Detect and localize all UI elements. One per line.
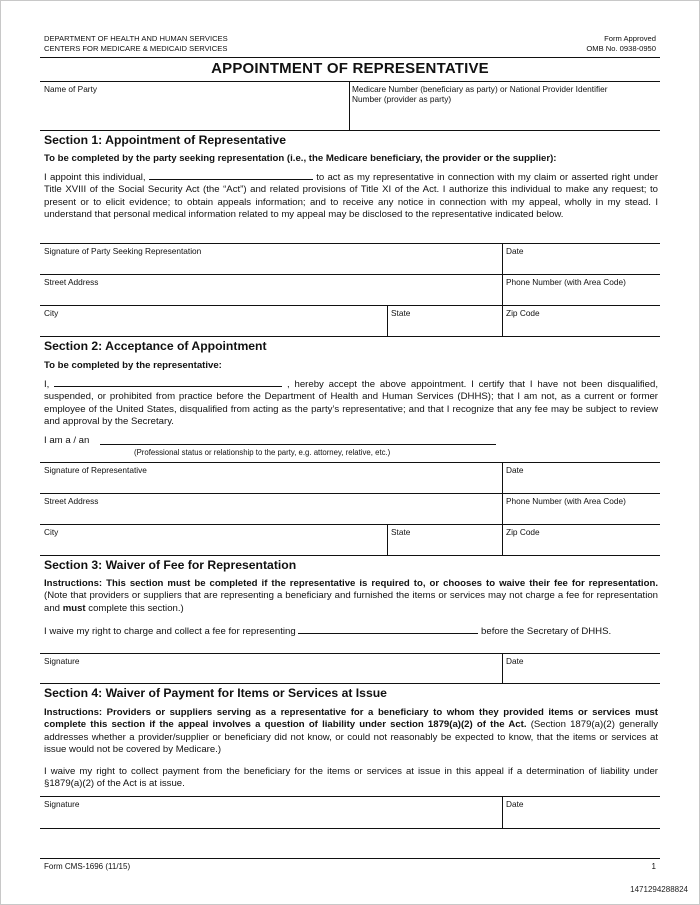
section1-heading: Section 1: Appointment of Representative — [44, 133, 286, 147]
s2-state-label: State — [391, 527, 411, 537]
agency-header — [44, 34, 228, 54]
form-title: APPOINTMENT OF REPRESENTATIVE — [211, 60, 489, 77]
s1-state-label: State — [391, 308, 411, 318]
s1-city-rule — [40, 305, 660, 306]
s4-signature-rule — [40, 796, 660, 797]
s4-signature-label: Signature — [44, 799, 80, 809]
section2-instruction: To be completed by the representative: — [44, 360, 222, 371]
section2-paragraph — [44, 377, 658, 429]
s2-date-field[interactable] — [506, 476, 656, 492]
representative-name-blank[interactable] — [149, 170, 313, 180]
s1-signature-rule — [40, 243, 660, 244]
s4-signature-field[interactable] — [44, 810, 498, 826]
agency-line-1: DEPARTMENT OF HEALTH AND HUMAN SERVICES — [44, 34, 228, 43]
s3-date-label: Date — [506, 656, 524, 666]
form-id: Form CMS-1696 (11/15) — [44, 862, 131, 871]
s2-city-rule — [40, 524, 660, 525]
s1-right-divider — [502, 243, 503, 336]
represented-party-blank[interactable] — [298, 624, 478, 634]
section1-top-rule — [40, 130, 660, 131]
s1-zip-label: Zip Code — [506, 308, 540, 318]
s4-date-field[interactable] — [506, 810, 656, 826]
s2-state-field[interactable] — [391, 538, 499, 554]
s2-street-field[interactable] — [44, 507, 498, 523]
section4-waiver-text: I waive my right to collect payment from the beneficiary for the items or services at issue in this appeal if a determination of liability under §1879(a)(2) of the Act is at issue. — [44, 766, 658, 790]
catalog-code: 1471294288824 — [630, 885, 688, 894]
section1-text-after: to act as my representative in connection with my — [316, 172, 531, 183]
s1-street-rule — [40, 274, 660, 275]
s4-date-label: Date — [506, 799, 524, 809]
section3-instructions-bold: Instructions: This section must be completed if the representative is required to, or chooses to waive their fee for representation. — [44, 578, 658, 589]
professional-status-line — [100, 444, 496, 445]
s3-date-field[interactable] — [506, 667, 656, 682]
section4-heading: Section 4: Waiver of Payment for Items or Services at Issue — [44, 686, 387, 700]
section1-text-rest: claim or asserted right under Title XVIII of the Social Security Act (the “Act”) and related provisions of Title XI of the Act. I authorize this individual to make any request; to present or to elicit evidence; to obtain appeals information; and to receive any notice in connection with my appeal, wholly in my stead. I understand that personal medical information related to my appeal may be disclosed to the representative indicated below. — [44, 172, 659, 221]
medicare-number-field[interactable] — [352, 107, 656, 127]
representative-self-name-blank[interactable] — [54, 377, 282, 387]
s1-zip-field[interactable] — [506, 319, 656, 335]
section3-heading: Section 3: Waiver of Fee for Representation — [44, 558, 297, 572]
s3-signature-label: Signature — [44, 656, 80, 666]
section1-paragraph — [44, 170, 658, 222]
omb-approval — [586, 34, 656, 54]
section3-waiver-paragraph — [44, 624, 658, 638]
s2-phone-field[interactable] — [506, 507, 656, 523]
section4-top-rule — [40, 683, 660, 684]
s3-signature-field[interactable] — [44, 667, 498, 682]
section4-instructions — [44, 707, 658, 757]
iam-label: I am a / an — [44, 435, 90, 446]
section4-instructions-note: (Section 1879(a)(2) generally addresses whether a provider/supplier or beneficiary did not know, or could not reasonably be expected to know, that the items or services at issue would not be covered by Medicare.) — [44, 719, 659, 756]
s2-signature-rule — [40, 462, 660, 463]
section3-waive-end: DHHS. — [581, 626, 612, 637]
footer-rule — [40, 858, 660, 859]
s2-right-divider — [502, 462, 503, 555]
s2-city-field[interactable] — [44, 538, 384, 554]
s1-signature-field[interactable] — [44, 257, 498, 273]
name-of-party-label: Name of Party — [44, 84, 98, 94]
s1-state-field[interactable] — [391, 319, 499, 335]
s1-state-divider — [387, 305, 388, 336]
party-divider — [349, 81, 350, 130]
section3-waive-after: before the Secretary of — [481, 626, 579, 637]
section3-waive-before: I waive my right to charge and collect a fee for representing — [44, 626, 296, 637]
header-rule — [40, 57, 660, 58]
s2-street-label: Street Address — [44, 496, 99, 506]
s1-street-label: Street Address — [44, 277, 99, 287]
s1-city-label: City — [44, 308, 59, 318]
section2-text-i: I, — [44, 379, 50, 390]
s4-right-divider — [502, 796, 503, 828]
s2-city-label: City — [44, 527, 59, 537]
section3-instructions-note: (Note that providers or suppliers that are representing a beneficiary and furnished the items or services may not charge a fee for representation and — [44, 590, 658, 614]
professional-status-field[interactable] — [100, 433, 496, 444]
medicare-number-label — [352, 84, 658, 104]
medicare-number-label-line2: Number (provider as party) — [352, 94, 452, 104]
section3-instructions-end: complete this section.) — [85, 602, 184, 614]
s2-signature-label: Signature of Representative — [44, 465, 147, 475]
approval-line-2: OMB No. 0938-0950 — [586, 44, 656, 53]
s2-date-label: Date — [506, 465, 524, 475]
s2-zip-label: Zip Code — [506, 527, 540, 537]
section2-text-rest: disqualified, suspended, or prohibited from practice before the Department of Health and Human Services (DHHS); that I am not, as a current or former employee of the United States, disqualified from acting as the party’s representative; and that I recognize that any fee may be subject to review and approval by the Secretary. — [44, 379, 658, 428]
section3-top-rule — [40, 555, 660, 556]
section3-instructions — [44, 578, 658, 615]
s2-phone-label: Phone Number (with Area Code) — [506, 496, 626, 506]
s2-state-divider — [387, 524, 388, 555]
s1-signature-label: Signature of Party Seeking Representation — [44, 246, 202, 256]
page-number: 1 — [651, 862, 656, 871]
s1-phone-label: Phone Number (with Area Code) — [506, 277, 626, 287]
section1-text-before: I appoint this individual, — [44, 172, 146, 183]
s4-bottom-rule — [40, 828, 660, 829]
section2-top-rule — [40, 336, 660, 337]
section2-heading: Section 2: Acceptance of Appointment — [44, 339, 267, 353]
section4-instructions-bold: Instructions: Providers or suppliers serving as a representative for a beneficiary to whom they provided items or services must complete this section if the appeal involves a question of liability under section 1879(a)(2) of the Act. — [44, 707, 658, 731]
s1-date-field[interactable] — [506, 257, 656, 273]
s3-right-divider — [502, 653, 503, 683]
s2-street-rule — [40, 493, 660, 494]
s3-signature-rule — [40, 653, 660, 654]
s1-city-field[interactable] — [44, 319, 384, 335]
s1-phone-field[interactable] — [506, 288, 656, 304]
section3-instructions-must: must — [62, 602, 86, 614]
medicare-number-label-line1: Medicare Number (beneficiary as party) or National Provider Identifier — [352, 84, 608, 94]
approval-line-1: Form Approved — [604, 34, 656, 43]
agency-line-2: CENTERS FOR MEDICARE & MEDICAID SERVICES — [44, 44, 228, 53]
s1-date-label: Date — [506, 246, 524, 256]
professional-status-hint: (Professional status or relationship to the party, e.g. attorney, relative, etc.) — [134, 448, 391, 457]
section1-instruction: To be completed by the party seeking representation (i.e., the Medicare beneficiary, the provider or the supplier): — [44, 153, 557, 164]
s2-signature-field[interactable] — [44, 476, 498, 492]
party-top-rule — [40, 81, 660, 82]
name-of-party-field[interactable] — [44, 97, 344, 127]
section2-text-after: , hereby accept the above appointment. I certify that I have not been — [287, 379, 603, 390]
s2-zip-field[interactable] — [506, 538, 656, 554]
s1-street-field[interactable] — [44, 288, 498, 304]
